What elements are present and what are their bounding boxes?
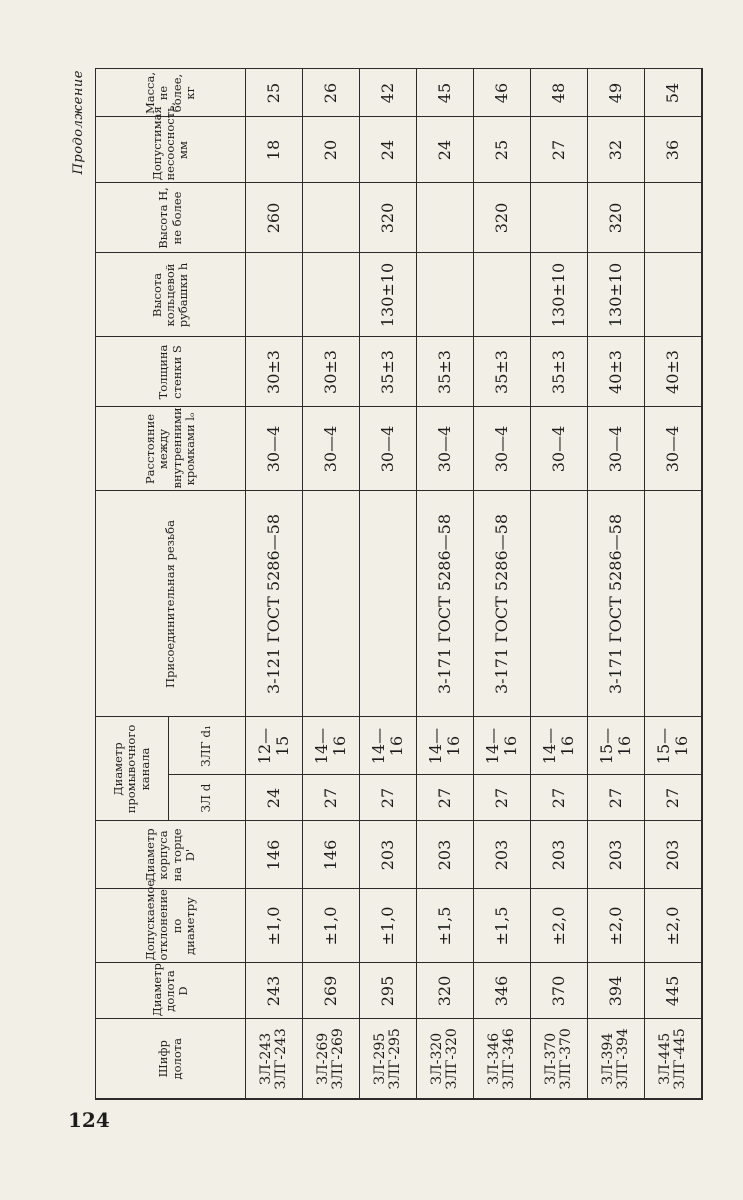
cell-d: 27 <box>303 775 360 821</box>
header-channel-zl: ЗЛ d <box>169 775 246 821</box>
cell-d1: 14—16 <box>303 717 360 775</box>
cell-code <box>645 1019 703 1099</box>
header-ring-height: Высота кольцевой рубашки h <box>96 253 246 337</box>
cell-thread <box>531 491 588 717</box>
cell-coax: 25 <box>474 117 531 183</box>
cell-d1: 14—16 <box>417 717 474 775</box>
table-row <box>360 69 417 1099</box>
cell-d1: 14—16 <box>474 717 531 775</box>
cell-H <box>645 183 703 253</box>
cell-H <box>303 183 360 253</box>
cell-tolerance: ±1,0 <box>303 889 360 963</box>
cell-mass: 54 <box>645 69 703 117</box>
cell-lo: 30—4 <box>246 407 303 491</box>
cell-s: 35±3 <box>474 337 531 407</box>
cell-s: 30±3 <box>246 337 303 407</box>
code-zl: ЗЛ-269 <box>315 1032 332 1085</box>
cell-coax: 24 <box>417 117 474 183</box>
cell-s: 30±3 <box>303 337 360 407</box>
cell-h: 130±10 <box>360 253 417 337</box>
cell-diameter: 445 <box>645 963 703 1019</box>
cell-d: 27 <box>588 775 645 821</box>
cell-H <box>417 183 474 253</box>
cell-body: 146 <box>303 821 360 889</box>
cell-body: 203 <box>588 821 645 889</box>
cell-h: 130±10 <box>531 253 588 337</box>
cell-H: 320 <box>360 183 417 253</box>
cell-s: 35±3 <box>360 337 417 407</box>
header-code: Шифр долота <box>96 1019 246 1099</box>
cell-thread: 3-171 ГОСТ 5286—58 <box>474 491 531 717</box>
cell-thread <box>645 491 703 717</box>
cell-coax: 27 <box>531 117 588 183</box>
cell-tolerance: ±1,5 <box>474 889 531 963</box>
cell-coax: 18 <box>246 117 303 183</box>
cell-s: 35±3 <box>417 337 474 407</box>
table-row <box>645 69 703 1099</box>
code-zl: ЗЛ-295 <box>372 1032 389 1085</box>
cell-d1: 12—15 <box>246 717 303 775</box>
cell-mass: 49 <box>588 69 645 117</box>
header-nozzle-distance: Расстояние между внутренними кромками lₒ <box>96 407 246 491</box>
cell-diameter: 295 <box>360 963 417 1019</box>
code-zl: ЗЛ-370 <box>543 1032 560 1085</box>
table-row <box>531 69 588 1099</box>
cell-d: 27 <box>474 775 531 821</box>
cell-thread <box>360 491 417 717</box>
cell-body: 203 <box>360 821 417 889</box>
cell-code <box>246 1019 303 1099</box>
cell-coax: 20 <box>303 117 360 183</box>
cell-H: 320 <box>588 183 645 253</box>
table-row <box>417 69 474 1099</box>
cell-lo: 30—4 <box>645 407 703 491</box>
cell-code <box>588 1019 645 1099</box>
cell-coax: 36 <box>645 117 703 183</box>
cell-diameter: 320 <box>417 963 474 1019</box>
cell-mass: 45 <box>417 69 474 117</box>
cell-h <box>474 253 531 337</box>
code-zlg: ЗЛГ-394 <box>615 1028 631 1090</box>
cell-d1: 14—16 <box>531 717 588 775</box>
cell-tolerance: ±2,0 <box>531 889 588 963</box>
header-coaxiality: Допустимая несоосность, мм <box>96 117 246 183</box>
table-row <box>588 69 645 1099</box>
cell-mass: 26 <box>303 69 360 117</box>
cell-s: 40±3 <box>588 337 645 407</box>
cell-body: 203 <box>474 821 531 889</box>
table-header-row <box>96 69 169 1099</box>
header-tolerance: Допускаемое отклонение по диаметру <box>96 889 246 963</box>
cell-thread: 3-171 ГОСТ 5286—58 <box>417 491 474 717</box>
cell-body: 146 <box>246 821 303 889</box>
code-zl: ЗЛ-346 <box>486 1032 503 1085</box>
cell-d: 27 <box>645 775 703 821</box>
code-zl: ЗЛ-320 <box>429 1032 446 1085</box>
cell-coax: 32 <box>588 117 645 183</box>
cell-diameter: 269 <box>303 963 360 1019</box>
cell-h <box>645 253 703 337</box>
cell-tolerance: ±1,5 <box>417 889 474 963</box>
header-wall-thickness: Толщина стенки S <box>96 337 246 407</box>
cell-body: 203 <box>645 821 703 889</box>
cell-code <box>360 1019 417 1099</box>
cell-lo: 30—4 <box>360 407 417 491</box>
cell-lo: 30—4 <box>474 407 531 491</box>
cell-mass: 46 <box>474 69 531 117</box>
cell-d1: 15—16 <box>645 717 703 775</box>
cell-coax: 24 <box>360 117 417 183</box>
header-channel-zlg: ЗЛГ d₁ <box>169 717 246 775</box>
cell-d: 27 <box>531 775 588 821</box>
code-zlg: ЗЛГ-295 <box>387 1028 403 1090</box>
cell-h <box>417 253 474 337</box>
code-zlg: ЗЛГ-243 <box>273 1028 289 1090</box>
cell-d: 24 <box>246 775 303 821</box>
cell-d: 27 <box>417 775 474 821</box>
cell-tolerance: ±2,0 <box>588 889 645 963</box>
cell-code <box>474 1019 531 1099</box>
cell-tolerance: ±1,0 <box>246 889 303 963</box>
table-row <box>303 69 360 1099</box>
cell-lo: 30—4 <box>303 407 360 491</box>
code-zlg: ЗЛГ-269 <box>330 1028 346 1090</box>
cell-body: 203 <box>417 821 474 889</box>
cell-s: 40±3 <box>645 337 703 407</box>
cell-d: 27 <box>360 775 417 821</box>
cell-lo: 30—4 <box>417 407 474 491</box>
cell-H: 260 <box>246 183 303 253</box>
header-height: Высота H, не более <box>96 183 246 253</box>
code-zlg: ЗЛГ-320 <box>444 1028 460 1090</box>
code-zl: ЗЛ-243 <box>258 1032 275 1085</box>
cell-diameter: 243 <box>246 963 303 1019</box>
table-row <box>474 69 531 1099</box>
cell-tolerance: ±2,0 <box>645 889 703 963</box>
page-number: 124 <box>68 1108 110 1132</box>
cell-thread: 3-171 ГОСТ 5286—58 <box>588 491 645 717</box>
cell-code <box>417 1019 474 1099</box>
code-zlg: ЗЛГ-346 <box>501 1028 517 1090</box>
rotated-table-frame <box>71 70 705 1100</box>
cell-d1: 15—16 <box>588 717 645 775</box>
header-diameter: Диаметр долота D <box>96 963 246 1019</box>
code-zlg: ЗЛГ-370 <box>558 1028 574 1090</box>
cell-diameter: 346 <box>474 963 531 1019</box>
header-channel: Диаметр промывочного канала <box>96 717 169 821</box>
cell-body: 203 <box>531 821 588 889</box>
cell-mass: 48 <box>531 69 588 117</box>
cell-code <box>531 1019 588 1099</box>
cell-thread: 3-121 ГОСТ 5286—58 <box>246 491 303 717</box>
cell-h <box>303 253 360 337</box>
cell-d1: 14—16 <box>360 717 417 775</box>
cell-diameter: 370 <box>531 963 588 1019</box>
cell-tolerance: ±1,0 <box>360 889 417 963</box>
cell-s: 35±3 <box>531 337 588 407</box>
cell-H <box>531 183 588 253</box>
bit-spec-table <box>95 69 703 1101</box>
table-row <box>246 69 303 1099</box>
code-zl: ЗЛ-394 <box>600 1032 617 1085</box>
cell-H: 320 <box>474 183 531 253</box>
code-zl: ЗЛ-445 <box>657 1032 674 1085</box>
cell-diameter: 394 <box>588 963 645 1019</box>
cell-lo: 30—4 <box>531 407 588 491</box>
code-zlg: ЗЛГ-445 <box>672 1028 688 1090</box>
continuation-label: Продолжение <box>71 70 86 175</box>
header-thread: Присоединительная резьба <box>96 491 246 717</box>
cell-code <box>303 1019 360 1099</box>
header-body-diameter: Диаметр корпуса на торце D' <box>96 821 246 889</box>
cell-lo: 30—4 <box>588 407 645 491</box>
cell-h <box>246 253 303 337</box>
header-mass: Масса, не более, кг <box>96 69 246 117</box>
cell-h: 130±10 <box>588 253 645 337</box>
cell-thread <box>303 491 360 717</box>
cell-mass: 25 <box>246 69 303 117</box>
cell-mass: 42 <box>360 69 417 117</box>
